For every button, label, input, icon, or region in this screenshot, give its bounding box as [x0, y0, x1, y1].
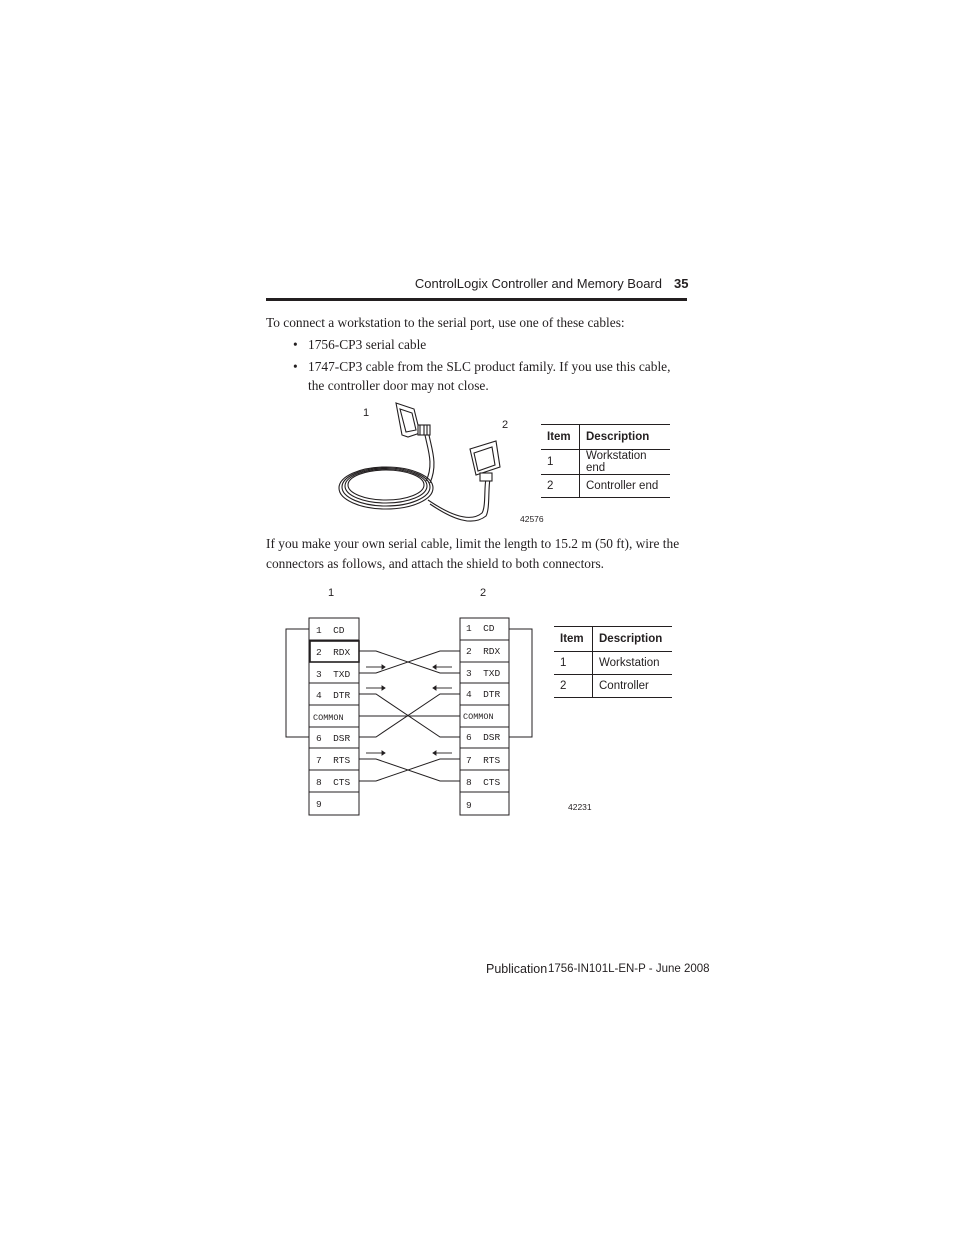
table-cell: 2: [554, 675, 593, 698]
table-row: [554, 675, 672, 698]
left-pin-label: 6 DSR: [316, 733, 351, 744]
bullet-icon: •: [293, 337, 298, 352]
table-header-item: Item: [541, 425, 580, 450]
table-header-row: [541, 425, 670, 450]
figure2-callout-2: 2: [480, 587, 487, 599]
table-header-row: [554, 627, 672, 652]
right-pin-label: 3 TXD: [466, 668, 501, 679]
custom-cable-paragraph: If you make your own serial cable, limit the length to 15.2 m (50 ft), wire the connectors as follows, and attach the shield to both connectors.: [266, 536, 680, 571]
left-pin-label: 7 RTS: [316, 755, 351, 766]
figure1-callout-2: 2: [502, 419, 509, 431]
left-pin-label: 9: [316, 799, 322, 810]
figure1-id: 42576: [520, 514, 544, 524]
list-item-text: 1747-CP3 cable from the SLC product family. If you use this cable, the controller door may not close.: [308, 358, 671, 393]
footer-publication: 1756-IN101L-EN-P - June 2008: [548, 963, 710, 975]
table-cell: 1: [541, 450, 580, 475]
table-cell: Controller end: [580, 475, 671, 498]
table-cell: Controller: [593, 675, 673, 698]
table-header-item: Item: [554, 627, 593, 652]
running-header-title: ControlLogix Controller and Memory Board: [414, 276, 662, 291]
page-number: 35: [674, 276, 689, 291]
footer-label: Publication: [486, 962, 548, 976]
serial-cable-illustration: [330, 395, 505, 525]
left-pin-label: 3 TXD: [316, 669, 351, 680]
table-row: [541, 475, 670, 498]
left-pin-label: 4 DTR: [316, 690, 351, 701]
list-item: [293, 357, 683, 396]
right-pin-label: 4 DTR: [466, 689, 501, 700]
right-pin-label: COMMON: [463, 712, 494, 722]
figure2-item-table: [554, 626, 672, 698]
table-header-description: Description: [593, 627, 673, 652]
figure1-callout-1: 1: [363, 407, 370, 419]
header-rule: [266, 298, 687, 301]
right-pin-label: 6 DSR: [466, 732, 501, 743]
table-cell: Workstation end: [580, 450, 671, 475]
right-pin-label: 7 RTS: [466, 755, 501, 766]
table-cell: 2: [541, 475, 580, 498]
bullet-icon: •: [293, 358, 298, 374]
figure1-item-table: [541, 424, 670, 498]
intro-paragraph: To connect a workstation to the serial port, use one of these cables:: [266, 315, 625, 330]
right-pin-label: 2 RDX: [466, 646, 501, 657]
left-pin-label: 8 CTS: [316, 777, 351, 788]
figure2-callout-1: 1: [328, 587, 335, 599]
cable-list: [293, 335, 683, 398]
list-item: [293, 335, 683, 355]
table-row: [554, 652, 672, 675]
left-pin-label: 2 RDX: [316, 647, 351, 658]
table-row: [541, 450, 670, 475]
table-header-description: Description: [580, 425, 671, 450]
left-pin-label: 1 CD: [316, 625, 345, 636]
wiring-diagram: [280, 610, 540, 820]
list-item-text: 1756-CP3 serial cable: [308, 337, 427, 352]
table-cell: 1: [554, 652, 593, 675]
right-pin-label: 1 CD: [466, 623, 495, 634]
figure2-id: 42231: [568, 802, 592, 812]
table-cell: Workstation: [593, 652, 673, 675]
right-pin-label: 9: [466, 800, 472, 811]
right-pin-label: 8 CTS: [466, 777, 501, 788]
left-pin-label: COMMON: [313, 713, 344, 723]
